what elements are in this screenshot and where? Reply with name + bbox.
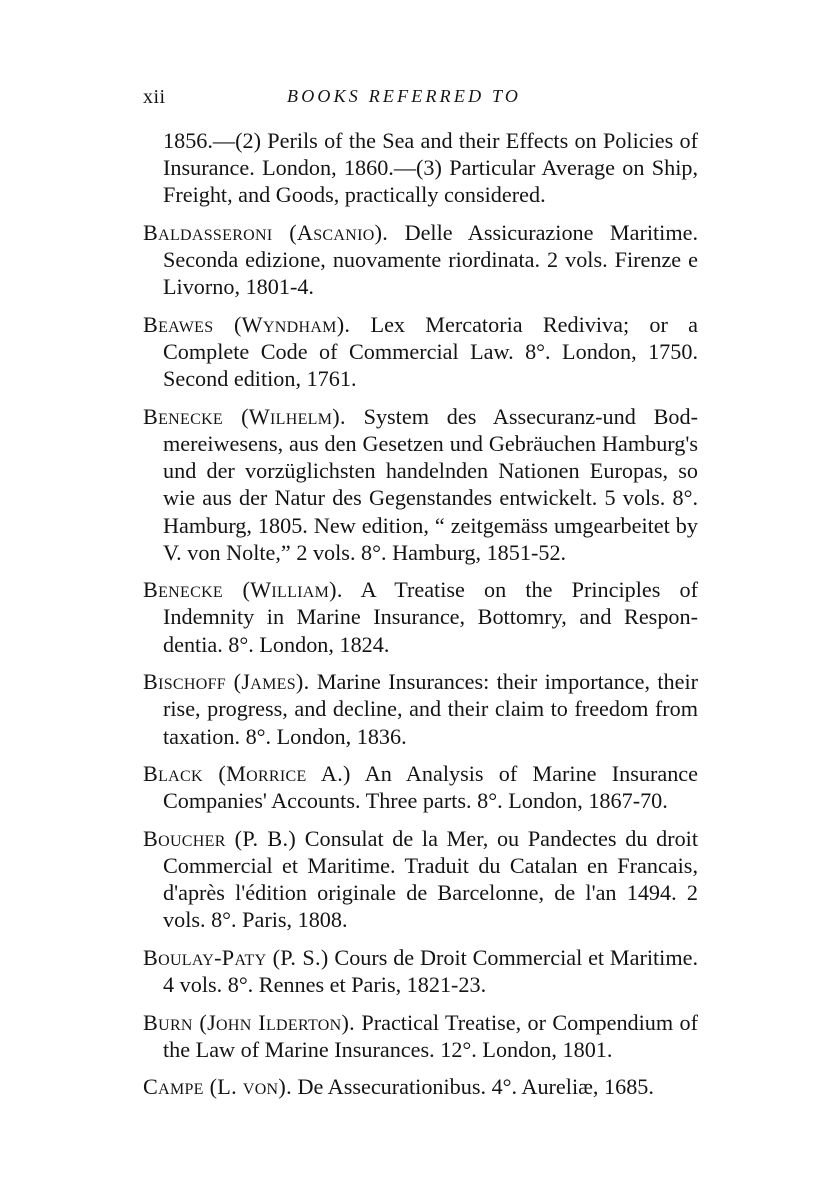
bibliography-entry-boucher bbox=[143, 825, 698, 934]
entry-author: Boucher (P. B.) bbox=[143, 825, 297, 851]
entry-author: Benecke (William). bbox=[143, 577, 343, 603]
page-number: xii bbox=[143, 86, 166, 108]
entry-text: Practical Treatise, or Compendium of the Law of Marine Insurances. 12°. London, 1801. bbox=[163, 1009, 698, 1062]
entry-author: Black (Morrice A.) bbox=[143, 761, 351, 787]
entry-text: Delle Assicurazione Maritime. Seconda edizione, nuovamente riordinata. 2 vols. Firenze e Livorno, 1801-4. bbox=[163, 219, 698, 300]
entry-text: De Assecurationibus. 4°. Aureliæ, 1685. bbox=[297, 1074, 654, 1100]
entry-text: An Analysis of Marine Insurance Companies' Accounts. Three parts. 8°. London, 1867-70. bbox=[163, 761, 698, 814]
bibliography-entry-black bbox=[143, 760, 698, 814]
entry-text: 1856.—(2) Perils of the Sea and their Effects on Policies of Insurance. London, 1860.—(3) Particular Average on Ship, Freight, and Goods, practically considered. bbox=[163, 128, 698, 208]
bibliography-entry-boulay-paty bbox=[143, 944, 698, 998]
bibliography-entry-benecke-william bbox=[143, 576, 698, 658]
entry-author: Beawes (Wyndham). bbox=[143, 311, 351, 337]
entry-author: Benecke (Wilhelm). bbox=[143, 403, 346, 429]
entry-text: Marine Insurances: their importance, their rise, progress, and decline, and their claim to freedom from taxation. 8°. London, 1836. bbox=[163, 669, 698, 749]
bibliography-entry-benecke-wilhelm bbox=[143, 403, 698, 566]
page-header bbox=[143, 86, 698, 116]
entry-author: Bischoff (James). bbox=[143, 669, 310, 695]
bibliography-list bbox=[143, 127, 698, 1111]
bibliography-entry-baldasseroni bbox=[143, 219, 698, 301]
entry-text: Lex Mercatoria Rediviva; or a Complete Code of Commercial Law. 8°. London, 1750. Second edition, 1761. bbox=[163, 311, 698, 392]
bibliography-entry-campe bbox=[143, 1073, 698, 1100]
entry-author: Campe (L. von). bbox=[143, 1074, 292, 1100]
bibliography-entry-bischoff bbox=[143, 668, 698, 750]
bibliography-entry-burn bbox=[143, 1009, 698, 1063]
entry-author: Baldasseroni (Ascanio). bbox=[143, 219, 389, 245]
entry-text: A Treatise on the Principles of Indemnity in Marine Insurance, Bottomry, and Respondentia. 8°. London, 1824. bbox=[163, 577, 698, 657]
bibliography-entry-continued bbox=[143, 127, 698, 209]
entry-text: Cours de Droit Commercial et Maritime. 4 vols. 8°. Rennes et Paris, 1821-23. bbox=[163, 944, 699, 998]
entry-author: Boulay-Paty (P. S.) bbox=[143, 944, 329, 970]
entry-text: Consulat de la Mer, ou Pandectes du droit Commercial et Maritime. Traduit du Catalan en Francais, d'après l'édition originale de Barcelonne, de l'an 1494. 2 vols. 8°. Paris, 1808. bbox=[163, 825, 699, 933]
running-title: BOOKS REFERRED TO bbox=[287, 86, 522, 106]
entry-author: Burn (John Ilderton). bbox=[143, 1009, 356, 1035]
bibliography-entry-beawes bbox=[143, 311, 698, 393]
entry-text: System des Assecuranz-und Bodmereiwesens, aus den Gesetzen und Gebräuchen Hamburg's und der vorzüglichsten handelnden Nationen Europas, so wie aus der Natur des Gegenstandes entwickelt. 5 vols. 8°. Hamburg, 1805. New edition, “ zeitgemäss umgearbeitet by V. von Nolte,” 2 vols. 8°. Hamburg, 1851-52. bbox=[163, 403, 699, 565]
